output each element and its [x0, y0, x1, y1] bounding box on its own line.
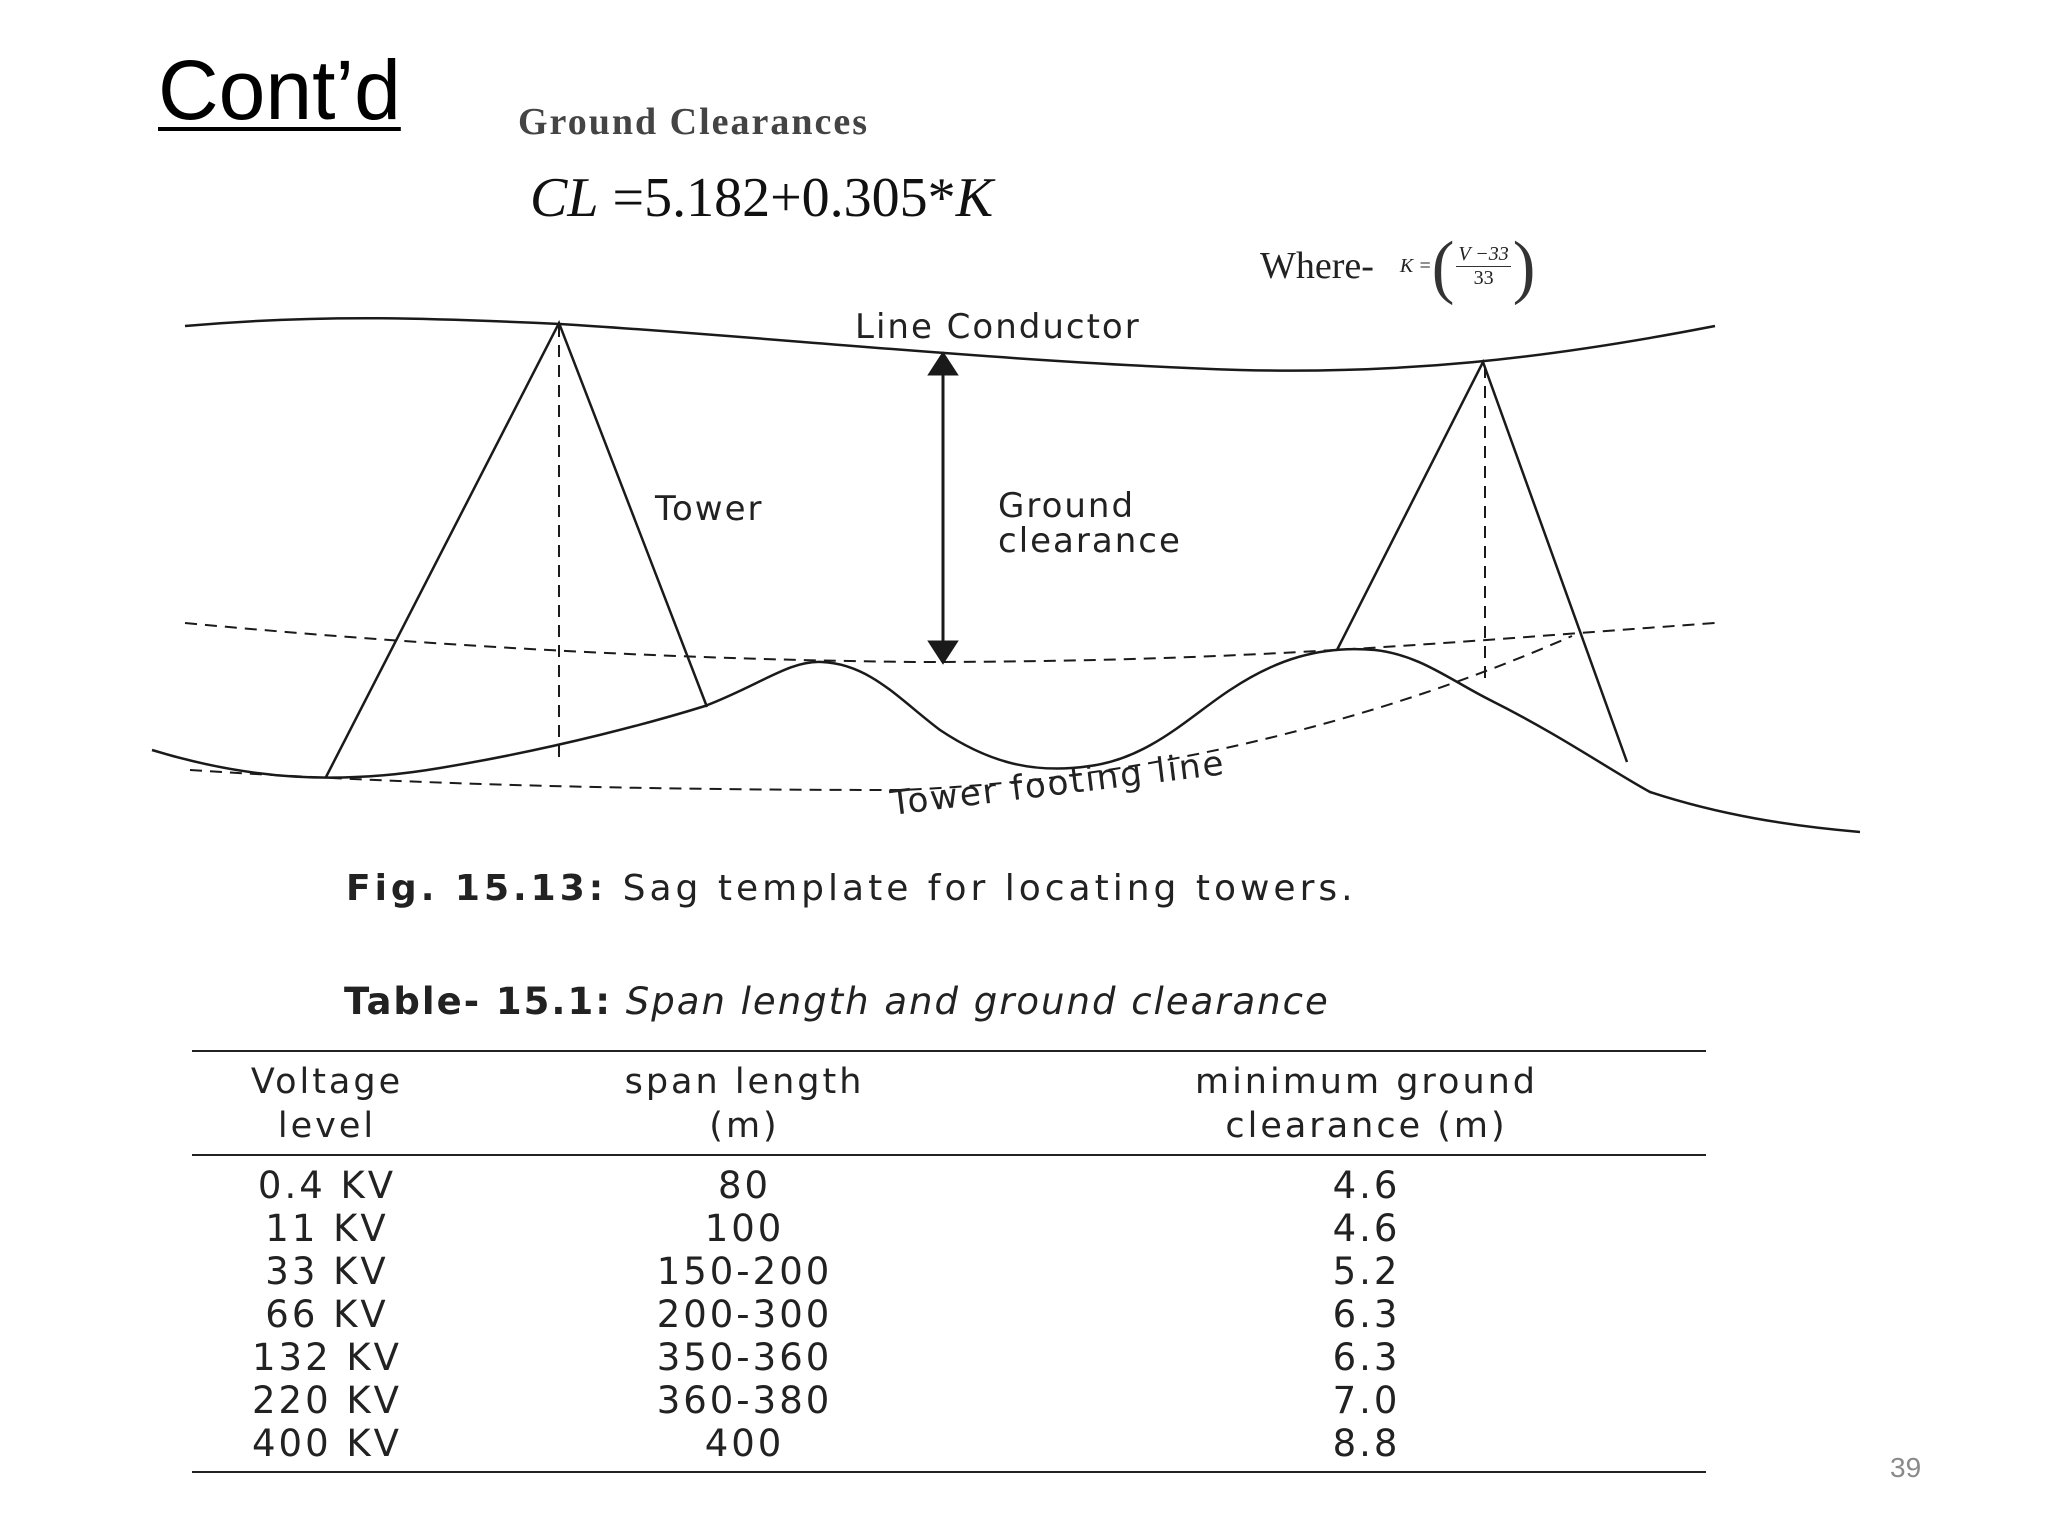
- span-cell: 100: [704, 1207, 785, 1250]
- table-row: [192, 1250, 1706, 1293]
- tower-footing-line-label: Tower footing line: [888, 743, 1228, 824]
- voltage-cell: 11 KV: [265, 1207, 389, 1250]
- table-caption: [344, 980, 1330, 1023]
- clearance-arrow-up-head: [930, 354, 956, 374]
- table-row: [192, 1422, 1706, 1472]
- ground-clearance-label-1: Ground: [998, 486, 1136, 526]
- formula-lhs: CL: [530, 167, 599, 229]
- left-tower-structure: [326, 323, 707, 777]
- k-denominator: 33: [1473, 266, 1494, 289]
- voltage-cell: 132 KV: [252, 1336, 402, 1379]
- voltage-cell: 400 KV: [252, 1422, 402, 1465]
- page-number: 39: [1890, 1452, 1922, 1483]
- header-clearance-line2: clearance (m): [1225, 1106, 1508, 1146]
- span-cell: 200-300: [656, 1293, 833, 1336]
- ground-clearances-heading: Ground Clearances: [518, 101, 870, 143]
- header-clearance-line1: minimum ground: [1194, 1062, 1539, 1102]
- slide-title: Cont’d: [158, 43, 401, 137]
- table-row: [192, 1155, 1706, 1207]
- table-row: [192, 1293, 1706, 1336]
- ground-clearance-label-2: clearance: [998, 521, 1182, 561]
- span-cell: 400: [704, 1422, 785, 1465]
- clearance-arrow-down-head: [930, 642, 956, 662]
- header-voltage-level: [192, 1051, 462, 1155]
- voltage-cell: 220 KV: [252, 1379, 402, 1422]
- formula-equals: =: [598, 167, 645, 229]
- table-row: [192, 1207, 1706, 1250]
- formula-rhs-var: K: [955, 167, 994, 229]
- header-span-line2: (m): [709, 1106, 780, 1146]
- clearance-cell: 8.8: [1332, 1422, 1401, 1465]
- clearance-cell: 4.6: [1332, 1164, 1401, 1207]
- span-clearance-table: [192, 1050, 1706, 1473]
- left-paren: (: [1431, 226, 1455, 306]
- clearance-cell: 5.2: [1332, 1250, 1401, 1293]
- figure-caption-number: Fig. 15.13:: [346, 868, 608, 909]
- span-cell: 350-360: [656, 1336, 833, 1379]
- table-caption-number: Table- 15.1:: [344, 980, 613, 1023]
- where-label: Where-: [1260, 245, 1374, 287]
- right-paren: ): [1512, 226, 1536, 306]
- formula-rhs-const: 5.182+0.305*: [644, 167, 956, 229]
- figure-caption: [346, 868, 1357, 909]
- span-cell: 80: [717, 1164, 772, 1207]
- span-cell: 150-200: [656, 1250, 833, 1293]
- header-voltage-line2: level: [277, 1106, 377, 1146]
- clearance-cell: 6.3: [1332, 1293, 1401, 1336]
- table-row: [192, 1336, 1706, 1379]
- header-min-clearance: [1027, 1051, 1706, 1155]
- figure-caption-text: Sag template for locating towers.: [607, 868, 1357, 909]
- voltage-cell: 33 KV: [265, 1250, 389, 1293]
- clearance-cell: 7.0: [1332, 1379, 1401, 1422]
- k-numerator: V −33: [1458, 242, 1509, 265]
- table-row: [192, 1379, 1706, 1422]
- header-voltage-line1: Voltage: [250, 1062, 404, 1102]
- voltage-cell: 66 KV: [265, 1293, 389, 1336]
- clearance-cell: 4.6: [1332, 1207, 1401, 1250]
- header-span-line1: span length: [624, 1062, 865, 1102]
- span-cell: 360-380: [656, 1379, 833, 1422]
- tower-footing-curve: [190, 636, 1572, 790]
- k-lhs: K =: [1399, 254, 1432, 277]
- line-conductor-label: Line Conductor: [855, 307, 1141, 347]
- voltage-cell: 0.4 KV: [257, 1164, 397, 1207]
- table-caption-text: Span length and ground clearance: [612, 980, 1330, 1023]
- right-tower-structure: [1337, 362, 1627, 762]
- header-span-length: [462, 1051, 1027, 1155]
- tower-label: Tower: [655, 489, 764, 529]
- clearance-cell: 6.3: [1332, 1336, 1401, 1379]
- table-header-row: [192, 1051, 1706, 1155]
